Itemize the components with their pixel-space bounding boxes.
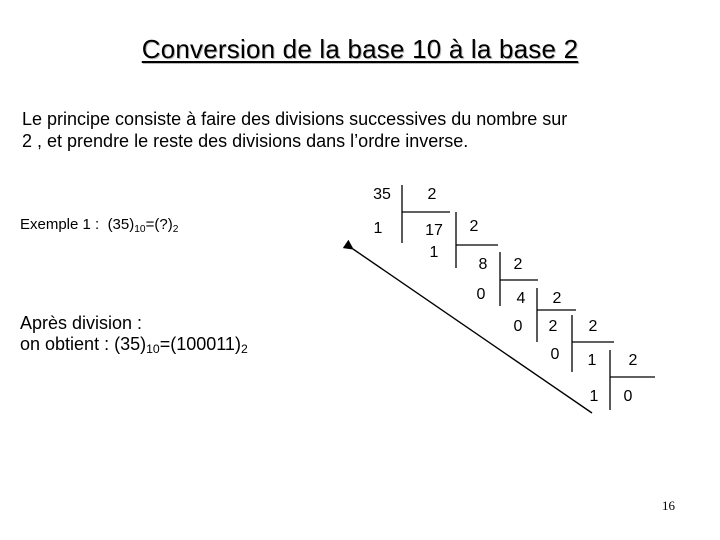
intro-line-2: 2 , et prendre le reste des divisions dans l’ordre inverse. (22, 131, 469, 151)
remainder-4: 0 (513, 318, 523, 335)
example-equals: =(?) (145, 216, 173, 233)
result-value: =(100011) (159, 334, 241, 354)
example-number: (35) (107, 216, 135, 233)
intro-line-1: Le principe consiste à faire des divisions successives du nombre sur (22, 109, 568, 129)
divisor-2: 2 (469, 218, 479, 235)
example-label-text: Exemple 1 : (20, 216, 100, 233)
slide-title: Conversion de la base 10 à la base 2 (141, 34, 579, 64)
last-quotient: 0 (623, 388, 633, 405)
result-line-1: Après division : (20, 313, 143, 333)
dividend-2: 17 (425, 222, 443, 239)
divisor-4: 2 (552, 290, 562, 307)
dividend-4: 4 (516, 290, 526, 307)
divisor-6: 2 (628, 352, 638, 369)
result-base-from: 10 (146, 342, 160, 356)
divisor-5: 2 (588, 318, 598, 335)
divisor-1: 2 (427, 186, 437, 203)
page-number: 16 (662, 498, 675, 513)
dividend-3: 8 (478, 256, 488, 273)
result-base-to: 2 (240, 342, 248, 356)
divisor-3: 2 (513, 256, 523, 273)
dividend-5: 2 (548, 318, 558, 335)
remainder-2: 1 (429, 244, 439, 261)
dividend-1: 35 (373, 186, 391, 203)
remainder-1: 1 (373, 220, 383, 237)
result-prefix: on obtient : (35) (20, 334, 147, 354)
remainder-5: 0 (550, 346, 560, 363)
dividend-6: 1 (587, 352, 597, 369)
example-base-to: 2 (172, 224, 179, 235)
remainder-6: 1 (589, 388, 599, 405)
remainder-3: 0 (476, 286, 486, 303)
example-base-from: 10 (134, 224, 146, 235)
